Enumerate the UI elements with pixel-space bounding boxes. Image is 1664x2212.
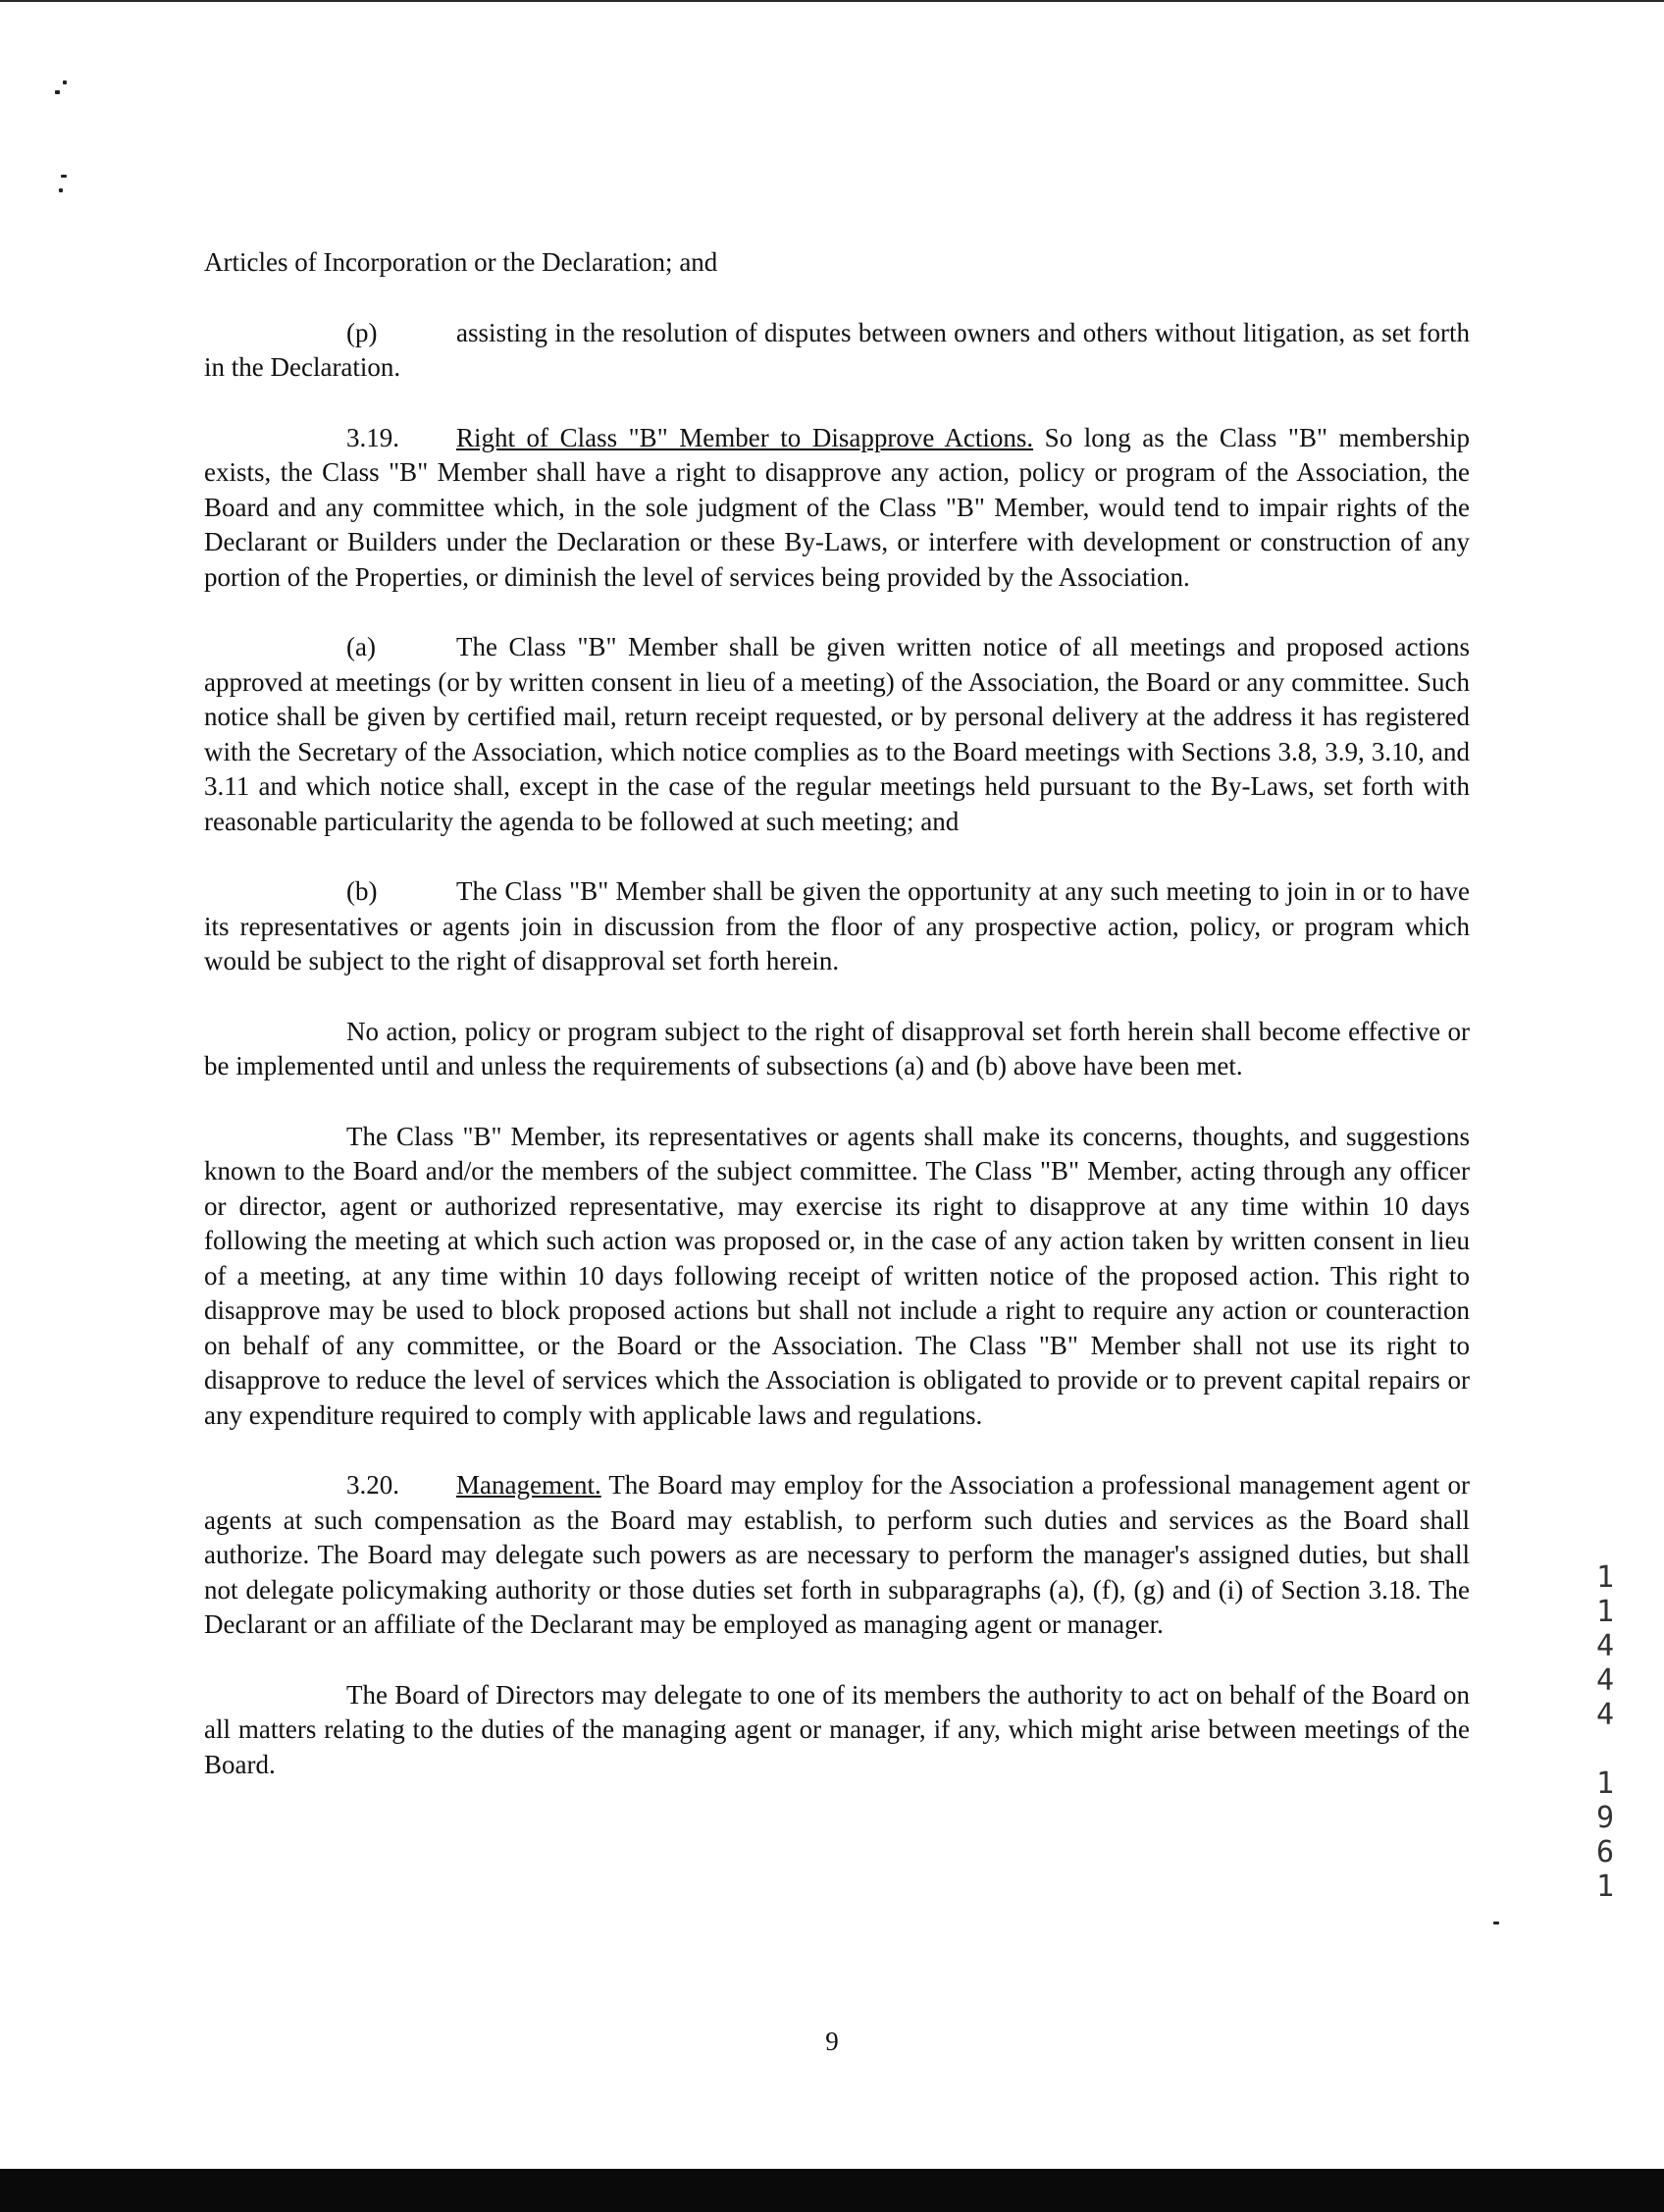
paragraph-p bbox=[204, 316, 1470, 386]
section-heading: Management. bbox=[456, 1470, 601, 1500]
section-text: The Board may employ for the Association a professional management agent or agents at such compensation as the Board may establish, to perform such duties and services as the Board shall authorize. The Board may delegate such powers as are necessary to perform the manager's assigned duties, but shall not delegate policymaking authority or those duties set forth in subparagraphs (a), (f), (g) and (i) of Section 3.18. The Declarant or an affiliate of the Declarant may be employed as managing agent or manager. bbox=[204, 1470, 1471, 1639]
scan-speck bbox=[1493, 1922, 1499, 1924]
paragraph-text: assisting in the resolution of disputes between owners and others without litigation, as set forth in the Declaration. bbox=[204, 317, 1470, 382]
paragraph-disapproval-rights: The Class "B" Member, its representatives or agents shall make its concerns, thoughts, and suggestions known to the Board and/or the members of the subject committee. The Class "B" Member, acting through any officer or director, agent or authorized representative, may exercise its right to disapprove at any time within 10 days following the meeting at which such action was proposed or, in the case of any action taken by written consent in lieu of a meeting, at any time within 10 days following receipt of written notice of the proposed action. This right to disapprove may be used to block proposed actions but shall not include a right to require any action or counteraction on behalf of any committee, or the Board or the Association. The Class "B" Member shall not use its right to disapprove to reduce the level of services which the Association is obligated to provide or to prevent capital repairs or any expenditure required to comply with applicable laws and regulations. bbox=[204, 1121, 1470, 1430]
section-number: 3.19. bbox=[346, 422, 399, 452]
stamp-digit: 1 bbox=[1595, 1870, 1615, 1904]
scan-top-edge bbox=[0, 0, 1664, 2]
section-3-19 bbox=[204, 421, 1470, 596]
paragraph-text: The Class "B" Member shall be given written notice of all meetings and proposed actions approved at meetings (or by written consent in lieu of a meeting) of the Association, the Board or any committee. Such notice shall be given by certified mail, return receipt requested, or by personal delivery at the address it has registered with the Secretary of the Association, which notice complies as to the Board meetings with Sections 3.8, 3.9, 3.10, and 3.11 and which notice shall, except in the case of the regular meetings held pursuant to the By-Laws, set forth with reasonable particularity the agenda to be followed at such meeting; and bbox=[204, 632, 1470, 836]
paragraph-label: (a) bbox=[346, 632, 376, 661]
stamp-digit: 1 bbox=[1595, 1595, 1615, 1629]
scan-speck bbox=[55, 90, 60, 94]
page-number: 9 bbox=[825, 2027, 839, 2056]
section-heading: Right of Class "B" Member to Disapprove Actions. bbox=[456, 422, 1034, 452]
stamp-digit: 6 bbox=[1595, 1835, 1615, 1870]
paragraph-label: (p) bbox=[346, 317, 378, 347]
paragraph-board-delegation: The Board of Directors may delegate to one of its members the authority to act on behalf of the Board on all matters relating to the duties of the managing agent or manager, if any, which might arise between meetings of the Board. bbox=[204, 1679, 1470, 1779]
paragraph-b bbox=[204, 874, 1470, 979]
stamp-digit: 4 bbox=[1595, 1629, 1615, 1663]
scan-speck bbox=[63, 80, 67, 84]
document-body bbox=[204, 245, 1470, 1782]
stamp-digit: 4 bbox=[1595, 1698, 1615, 1732]
paragraph-requirements: No action, policy or program subject to the right of disapproval set forth herein shall become effective or be implemented until and unless the requirements of subsections (a) and (b) above have been met. bbox=[204, 1016, 1470, 1080]
scan-bottom-edge bbox=[0, 2169, 1664, 2212]
paragraph-a bbox=[204, 630, 1470, 839]
scan-speck bbox=[59, 188, 63, 192]
paragraph-text: The Class "B" Member shall be given the opportunity at any such meeting to join in or to have its representatives or agents join in discussion from the floor of any prospective action, policy, or program which would be subject to the right of disapproval set forth herein. bbox=[204, 876, 1470, 975]
stamp-digit: 4 bbox=[1595, 1663, 1615, 1698]
section-number: 3.20. bbox=[346, 1470, 399, 1500]
paragraph-continuation: Articles of Incorporation or the Declaration; and bbox=[204, 247, 718, 277]
stamp-digit: 1 bbox=[1595, 1560, 1615, 1595]
recording-stamp bbox=[1589, 1560, 1621, 1904]
stamp-digit: 1 bbox=[1595, 1766, 1615, 1801]
scan-speck bbox=[61, 175, 67, 178]
section-3-20 bbox=[204, 1468, 1470, 1643]
stamp-digit: 9 bbox=[1595, 1801, 1615, 1835]
section-text: So long as the Class "B" membership exists, the Class "B" Member shall have a right to disapprove any action, policy or program of the Association, the Board and any committee which, in the sole judgment of the Class "B" Member, would tend to impair rights of the Declarant or Builders under the Declaration or these By-Laws, or interfere with development or construction of any portion of the Properties, or diminish the level of services being provided by the Association. bbox=[204, 422, 1470, 592]
paragraph-label: (b) bbox=[346, 876, 378, 906]
